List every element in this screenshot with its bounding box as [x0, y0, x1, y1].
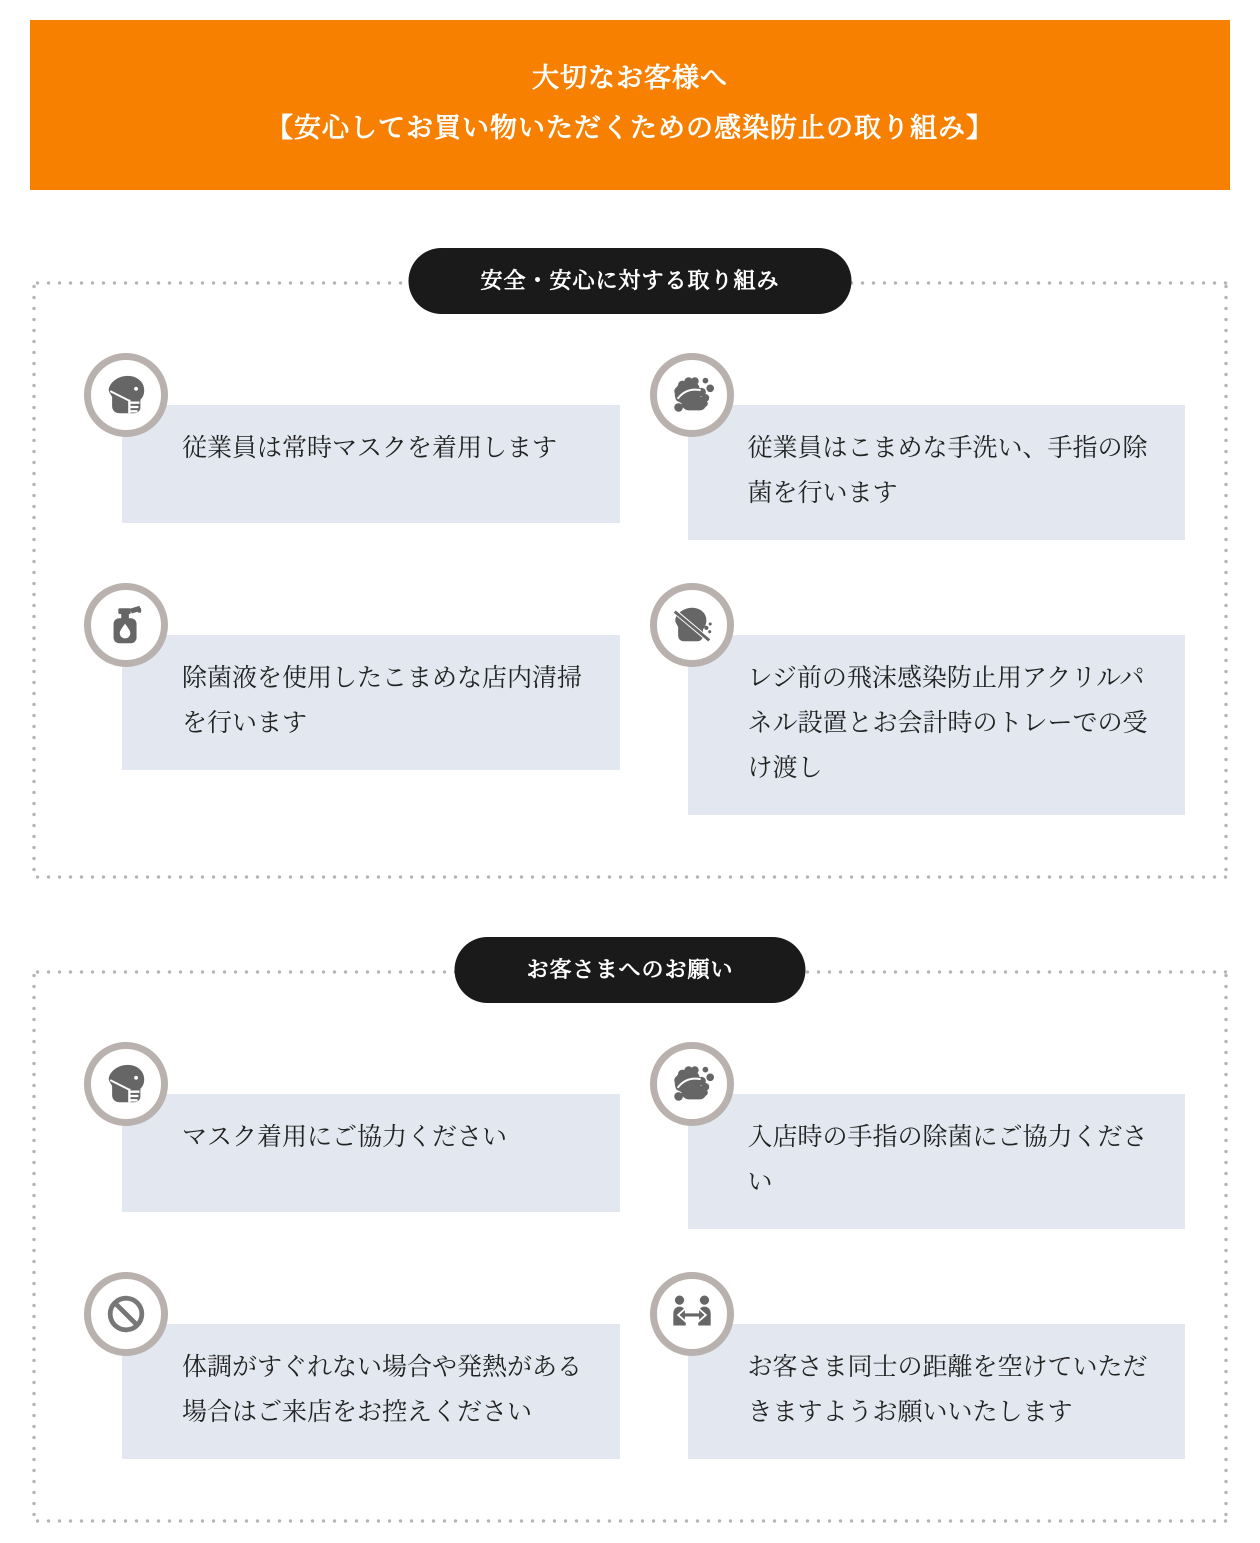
banner-line1: 大切なお客様へ: [532, 63, 728, 93]
prohibition-icon: [84, 1272, 168, 1356]
item-card: [688, 1094, 1186, 1229]
social-distance-icon: [650, 1272, 734, 1356]
section-safety-measures: [32, 268, 1228, 879]
item-card: [122, 1324, 620, 1459]
list-item: [650, 1042, 1186, 1229]
item-text: 除菌液を使用したこまめな店内清掃を行います: [182, 664, 583, 737]
item-grid: [84, 353, 1185, 815]
list-item: [650, 1272, 1186, 1459]
item-card: [122, 635, 620, 770]
list-item: [650, 583, 1186, 815]
mask-icon: [84, 1042, 168, 1126]
droplet-guard-icon: [650, 583, 734, 667]
item-grid: [84, 1042, 1185, 1459]
mask-icon: [84, 353, 168, 437]
list-item: [84, 353, 620, 540]
section-customer-requests: [32, 957, 1228, 1523]
item-text: 体調がすぐれない場合や発熱がある場合はご来店をお控えください: [182, 1353, 583, 1426]
item-card: [688, 405, 1186, 540]
banner-line2: 【安心してお買い物いただくための感染防止の取り組み】: [266, 113, 994, 143]
item-text: 従業員は常時マスクを着用します: [182, 434, 558, 462]
item-card: [688, 1324, 1186, 1459]
item-text: 入店時の手指の除菌にご協力ください: [747, 1123, 1148, 1196]
item-text: 従業員はこまめな手洗い、手指の除菌を行います: [747, 434, 1148, 507]
list-item: [84, 1272, 620, 1459]
handwash-icon: [650, 1042, 734, 1126]
notice-banner: [30, 20, 1230, 190]
section-title-pill: お客さまへのお願い: [454, 937, 805, 1003]
item-text: マスク着用にご協力ください: [182, 1123, 508, 1151]
item-card: [122, 405, 620, 523]
handwash-icon: [650, 353, 734, 437]
sanitizer-bottle-icon: [84, 583, 168, 667]
item-text: レジ前の飛沫感染防止用アクリルパネル設置とお会計時のトレーでの受け渡し: [747, 664, 1148, 782]
list-item: [650, 353, 1186, 540]
list-item: [84, 583, 620, 815]
list-item: [84, 1042, 620, 1229]
section-title-pill: 安全・安心に対する取り組み: [408, 248, 851, 314]
item-text: お客さま同士の距離を空けていただきますようお願いいたします: [747, 1353, 1148, 1426]
item-card: [122, 1094, 620, 1212]
item-card: [688, 635, 1186, 815]
